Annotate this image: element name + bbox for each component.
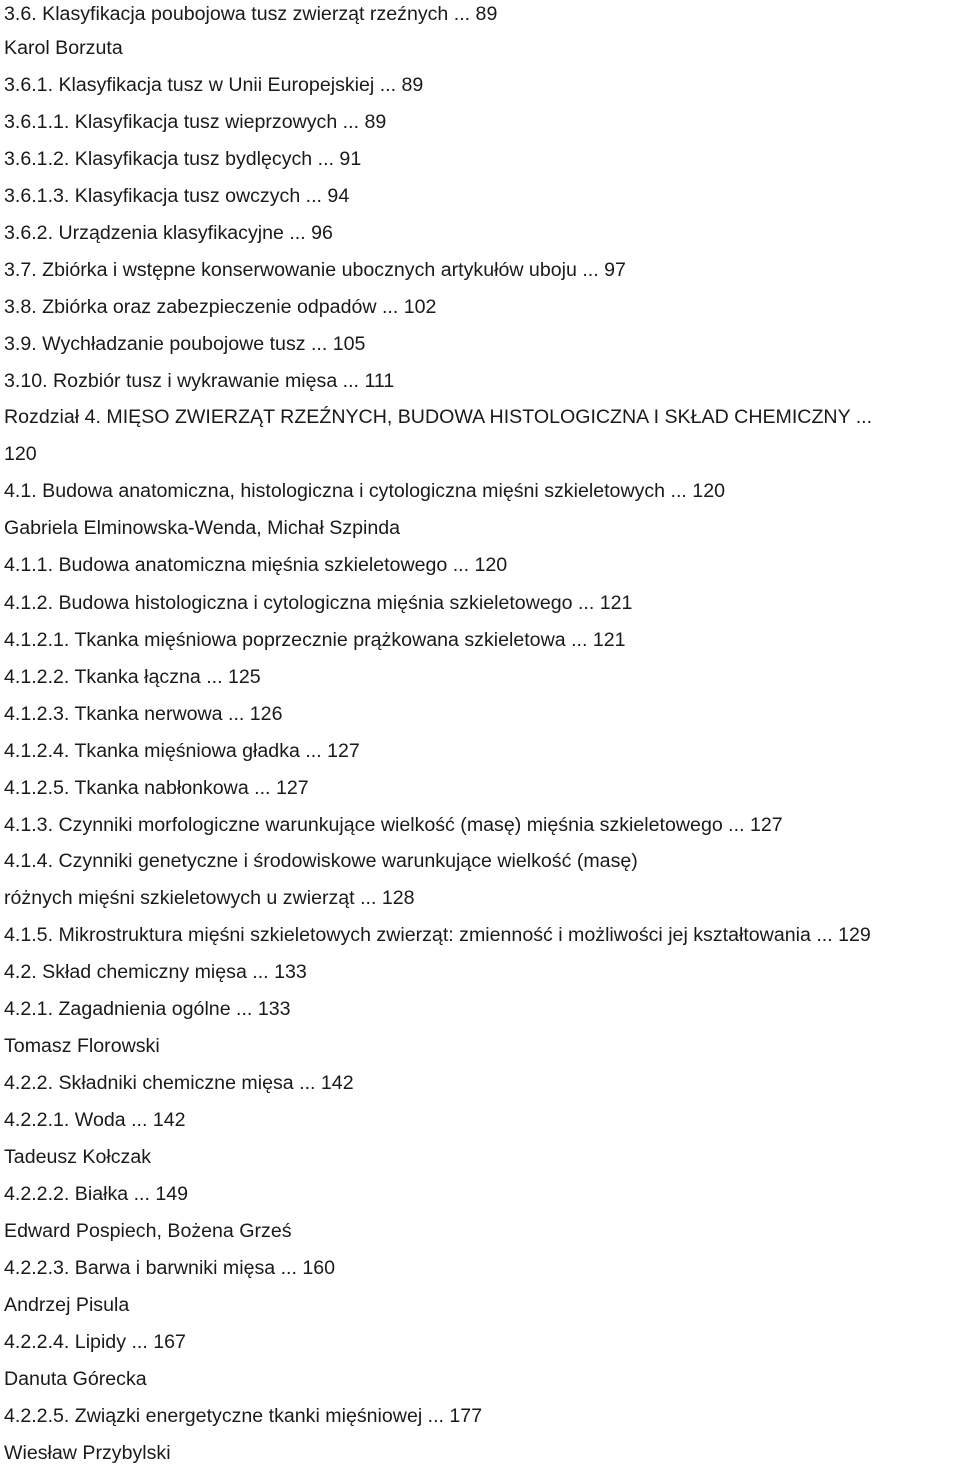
toc-entry: 4.1.2.4. Tkanka mięśniowa gładka ... 127 xyxy=(4,740,360,762)
toc-entry: 3.6.2. Urządzenia klasyfikacyjne ... 96 xyxy=(4,222,333,244)
toc-entry: 4.1. Budowa anatomiczna, histologiczna i cytologiczna mięśni szkieletowych ... 120 xyxy=(4,480,725,502)
toc-author: Wiesław Przybylski xyxy=(4,1442,171,1464)
toc-entry: 4.2.2. Składniki chemiczne mięsa ... 142 xyxy=(4,1072,354,1094)
toc-entry: 4.2.2.2. Białka ... 149 xyxy=(4,1183,189,1205)
toc-entry: 4.1.4. Czynniki genetyczne i środowiskowe warunkujące wielkość (masę) xyxy=(4,850,638,872)
toc-entry-continuation: różnych mięśni szkieletowych u zwierząt ... 128 xyxy=(4,887,415,909)
toc-author: Andrzej Pisula xyxy=(4,1294,130,1316)
toc-entry: 3.6. Klasyfikacja poubojowa tusz zwierząt rzeźnych ... 89 xyxy=(4,3,498,25)
toc-entry: 4.1.2. Budowa histologiczna i cytologiczna mięśnia szkieletowego ... 121 xyxy=(4,592,633,614)
toc-chapter-heading: Rozdział 4. MIĘSO ZWIERZĄT RZEŹNYCH, BUDOWA HISTOLOGICZNA I SKŁAD CHEMICZNY ... xyxy=(4,406,873,428)
toc-author: Gabriela Elminowska-Wenda, Michał Szpinda xyxy=(4,517,401,539)
toc-entry: 3.6.1.2. Klasyfikacja tusz bydlęcych ... 91 xyxy=(4,148,362,170)
toc-entry: 4.1.3. Czynniki morfologiczne warunkujące wielkość (masę) mięśnia szkieletowego ... 127 xyxy=(4,814,783,836)
toc-entry: 3.8. Zbiórka oraz zabezpieczenie odpadów ... 102 xyxy=(4,296,437,318)
toc-author: Danuta Górecka xyxy=(4,1368,147,1390)
toc-entry: 4.2.1. Zagadnienia ogólne ... 133 xyxy=(4,998,291,1020)
toc-entry: 4.1.2.3. Tkanka nerwowa ... 126 xyxy=(4,703,283,725)
toc-author: Edward Pospiech, Bożena Grześ xyxy=(4,1220,292,1242)
toc-author: Karol Borzuta xyxy=(4,37,123,59)
toc-entry: 4.1.1. Budowa anatomiczna mięśnia szkieletowego ... 120 xyxy=(4,554,508,576)
toc-chapter-page: 120 xyxy=(4,443,37,465)
toc-entry: 4.2.2.4. Lipidy ... 167 xyxy=(4,1331,186,1353)
toc-entry: 3.6.1.1. Klasyfikacja tusz wieprzowych ... 89 xyxy=(4,111,387,133)
toc-author: Tomasz Florowski xyxy=(4,1035,160,1057)
toc-entry: 3.9. Wychładzanie poubojowe tusz ... 105 xyxy=(4,333,366,355)
toc-entry: 4.2.2.5. Związki energetyczne tkanki mięśniowej ... 177 xyxy=(4,1405,483,1427)
toc-entry: 4.2.2.3. Barwa i barwniki mięsa ... 160 xyxy=(4,1257,336,1279)
toc-entry: 3.10. Rozbiór tusz i wykrawanie mięsa ... 111 xyxy=(4,370,395,392)
toc-entry: 4.2.2.1. Woda ... 142 xyxy=(4,1109,186,1131)
toc-entry: 3.6.1.3. Klasyfikacja tusz owczych ... 94 xyxy=(4,185,350,207)
toc-entry: 3.6.1. Klasyfikacja tusz w Unii Europejskiej ... 89 xyxy=(4,74,424,96)
toc-entry: 4.1.5. Mikrostruktura mięśni szkieletowych zwierząt: zmienność i możliwości jej kształtowania ... 129 xyxy=(4,924,871,946)
toc-entry: 3.7. Zbiórka i wstępne konserwowanie ubocznych artykułów uboju ... 97 xyxy=(4,259,626,281)
toc-entry: 4.1.2.2. Tkanka łączna ... 125 xyxy=(4,666,261,688)
toc-author: Tadeusz Kołczak xyxy=(4,1146,152,1168)
toc-entry: 4.1.2.5. Tkanka nabłonkowa ... 127 xyxy=(4,777,309,799)
toc-entry: 4.2. Skład chemiczny mięsa ... 133 xyxy=(4,961,307,983)
toc-entry: 4.1.2.1. Tkanka mięśniowa poprzecznie prążkowana szkieletowa ... 121 xyxy=(4,629,626,651)
